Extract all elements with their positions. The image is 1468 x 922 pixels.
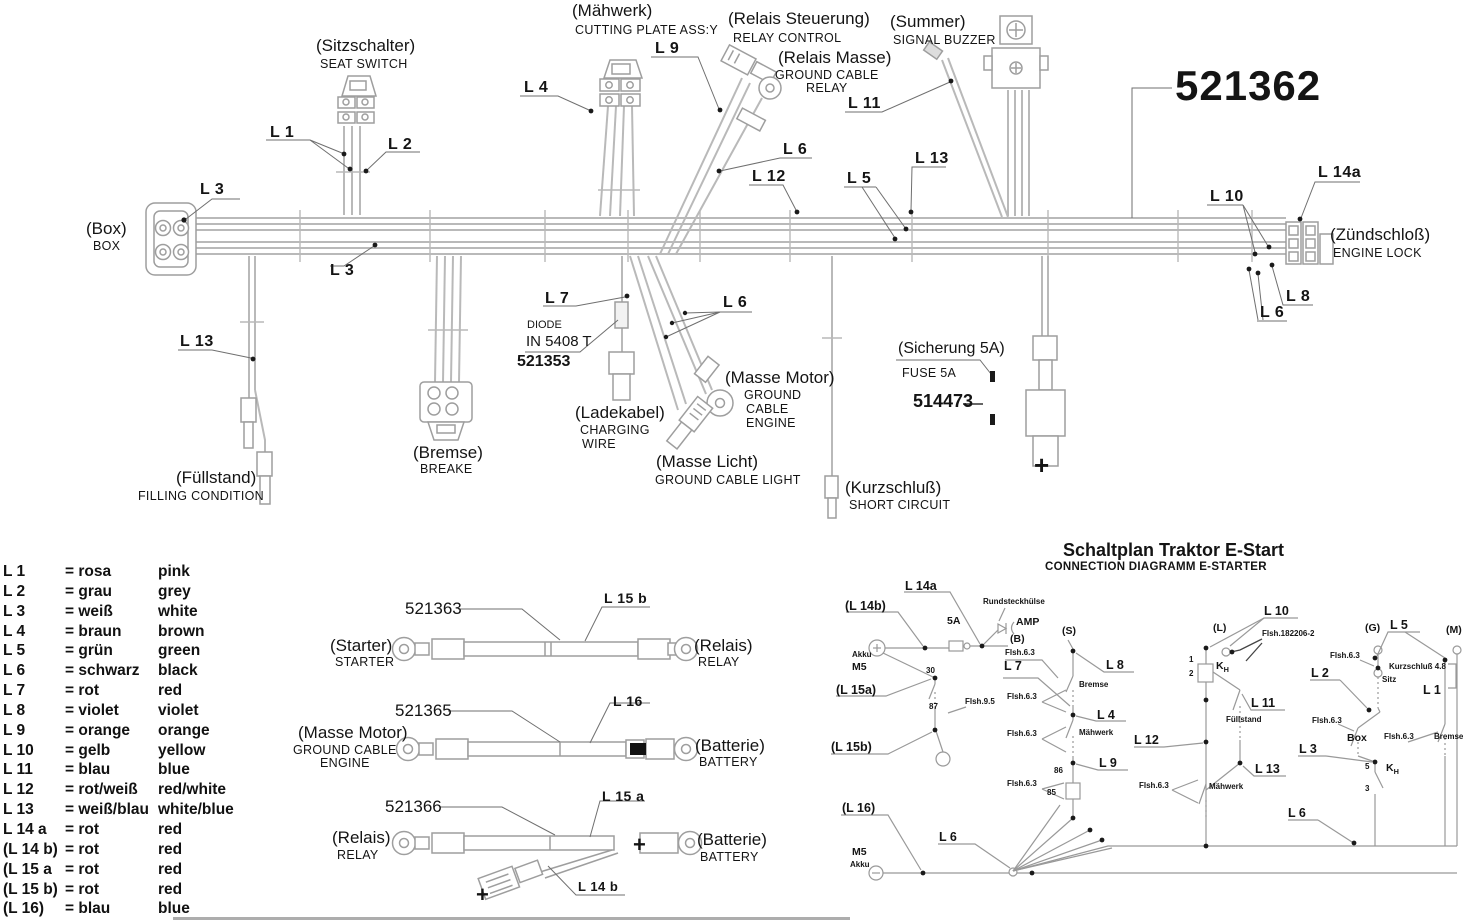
wire-color-legend [3, 562, 234, 919]
wire-callout-l7: L 7 [545, 290, 570, 307]
label-bremse-en: BREAKE [420, 462, 473, 476]
schematic-title: Schaltplan Traktor E-Start [1063, 540, 1285, 560]
label-kurzschluss-de: (Kurzschluß) [845, 478, 942, 497]
cable1-part: 521363 [405, 599, 462, 618]
s-l12: L 12 [1134, 733, 1159, 747]
legend-row: L 7 = rot red [3, 682, 183, 700]
label-masse-motor-de: (Masse Motor) [725, 368, 835, 387]
wire-callout-l6c: L 6 [723, 294, 748, 311]
label-relais-masse-en1: GROUND CABLE [775, 68, 879, 82]
label-masse-motor-en3: ENGINE [746, 416, 796, 430]
label-masse-licht-en: GROUND CABLE LIGHT [655, 473, 801, 487]
cable2-right-en: BATTERY [699, 755, 758, 769]
label-maehwerk-de: (Mähwerk) [572, 1, 653, 20]
s-l16: (L 16) [842, 801, 876, 815]
s-m5-2: M5 [852, 846, 867, 858]
s-b: (B) [1010, 633, 1025, 645]
s-30: 30 [926, 666, 935, 675]
label-diode-part: 521353 [517, 353, 571, 370]
s-flsh95: Flsh.9.5 [965, 697, 995, 706]
label-masse-motor-en2: CABLE [746, 402, 789, 416]
label-relais-steuerung-de: (Relais Steuerung) [728, 9, 870, 28]
s-l5: L 5 [1390, 618, 1408, 632]
label-fuellstand-de: (Füllstand) [176, 468, 257, 487]
s-s: (S) [1062, 625, 1076, 637]
legend-row: L 3 = weiß white [3, 602, 198, 620]
s-l7: L 7 [1004, 659, 1022, 673]
wire-callout-l6a: L 6 [783, 141, 808, 158]
wire-callout-l12: L 12 [752, 168, 786, 185]
wire-callout-l9: L 9 [655, 40, 680, 57]
cable2-left-en2: ENGINE [320, 756, 370, 770]
s-maehwerk-1: Mähwerk [1079, 728, 1114, 737]
cable3-plus-right: + [633, 832, 646, 857]
s-akku-2: Akku [850, 860, 870, 869]
s-5a: 5A [947, 615, 961, 627]
s-l14b: (L 14b) [845, 599, 886, 613]
label-ladekabel-de: (Ladekabel) [575, 403, 665, 422]
s-l2: L 2 [1311, 666, 1329, 680]
cable3-left-de: (Relais) [332, 828, 391, 847]
s-l15b: (L 15b) [831, 740, 872, 754]
s-flsh63-2: Flsh.6.3 [1007, 692, 1037, 701]
legend-row: L 4 = braun brown [3, 622, 205, 640]
s-maehwerk-2: Mähwerk [1209, 782, 1244, 791]
label-kurzschluss-en: SHORT CIRCUIT [849, 498, 951, 512]
s-bremse-1: Bremse [1079, 680, 1109, 689]
s-l6-2: L 6 [1288, 806, 1306, 820]
label-diode: DIODE [527, 319, 562, 331]
s-m5-1: M5 [852, 661, 867, 673]
cable3-left-en: RELAY [337, 848, 379, 862]
cable3-right-en: BATTERY [700, 850, 759, 864]
cable1-right-en: RELAY [698, 655, 740, 669]
s-3: 3 [1365, 784, 1370, 793]
wire-callout-l2: L 2 [388, 136, 413, 153]
wire-callout-l13b: L 13 [180, 333, 214, 350]
s-flsh63-1: Flsh.6.3 [1005, 648, 1035, 657]
label-box-en: BOX [93, 239, 121, 253]
label-zuendschloss-de: (Zündschloß) [1330, 225, 1431, 244]
wire-callout-l10: L 10 [1210, 188, 1244, 205]
label-ladekabel-en2: WIRE [582, 437, 616, 451]
legend-row: L 8 = violet violet [3, 701, 199, 719]
label-summer-en: SIGNAL BUZZER [893, 33, 996, 47]
cable3-plus-branch: + [476, 882, 489, 907]
s-fuellstand: Füllstand [1226, 715, 1262, 724]
label-ladekabel-en1: CHARGING [580, 423, 650, 437]
label-maehwerk-en: CUTTING PLATE ASS:Y [575, 23, 718, 37]
legend-row: (L 15 a = rot red [3, 860, 183, 878]
cable3-part: 521366 [385, 797, 442, 816]
label-masse-motor-en1: GROUND [744, 388, 802, 402]
legend-row: L 9 = orange orange [3, 721, 210, 739]
label-masse-licht-de: (Masse Licht) [656, 452, 759, 471]
cable3-branch-wire: L 14 b [578, 879, 619, 894]
label-relais-masse-de: (Relais Masse) [778, 48, 892, 67]
s-l1: L 1 [1423, 683, 1441, 697]
label-diode-type: IN 5408 T [526, 333, 592, 350]
s-l13: L 13 [1255, 762, 1280, 776]
s-rundsteckhuelse: Rundsteckhülse [983, 597, 1045, 606]
s-l9: L 9 [1099, 756, 1117, 770]
label-sicherung-en: FUSE 5A [902, 366, 957, 380]
label-box-de: (Box) [86, 219, 127, 238]
legend-row: L 13 = weiß/blau white/blue [3, 801, 234, 819]
cable2-left-en1: GROUND CABLE [293, 743, 397, 757]
battery-plus-sign: + [1034, 450, 1050, 480]
s-kh-1: $K_H$ [1216, 660, 1229, 675]
legend-row: (L 14 b) = rot red [3, 840, 183, 858]
wire-callout-l14a: L 14a [1318, 164, 1362, 181]
s-86: 86 [1054, 766, 1063, 775]
wire-callout-l11: L 11 [848, 95, 881, 112]
cable1-wire: L 15 b [604, 590, 648, 606]
cable3-right-de: (Batterie) [697, 830, 767, 849]
s-akku-1: Akku [852, 650, 872, 659]
label-bremse-de: (Bremse) [413, 443, 483, 462]
legend-row: (L 15 b) = rot red [3, 880, 183, 898]
legend-row: L 14 a = rot red [3, 820, 183, 838]
wire-callout-l13a: L 13 [915, 150, 949, 167]
wire-callout-l5: L 5 [847, 170, 872, 187]
s-kurzschluss48: Kurzschluß 4.8 [1389, 662, 1446, 671]
legend-row: (L 16) = blau blue [3, 900, 190, 918]
cable2-right-de: (Batterie) [695, 736, 765, 755]
s-flsh63-8: Flsh.6.3 [1384, 732, 1414, 741]
cable2-part: 521365 [395, 701, 452, 720]
schematic-subtitle: CONNECTION DIAGRAMM E-STARTER [1045, 561, 1267, 573]
s-flsh182: Flsh.182206-2 [1262, 629, 1315, 638]
s-l15a: (L 15a) [836, 683, 877, 697]
label-relais-masse-en2: RELAY [806, 81, 848, 95]
s-l6-1: L 6 [939, 830, 957, 844]
s-l11: L 11 [1251, 696, 1276, 710]
wire-callout-l8: L 8 [1286, 288, 1311, 305]
s-box: Box [1347, 732, 1367, 744]
s-flsh63-3: Flsh.6.3 [1007, 729, 1037, 738]
label-sitzschalter-de: (Sitzschalter) [316, 36, 416, 55]
label-sicherung-de: (Sicherung 5A) [898, 340, 1005, 357]
wire-callout-l3a: L 3 [200, 181, 225, 198]
legend-row: L 1 = rosa pink [3, 563, 190, 580]
s-kh-2: $K_H$ [1386, 762, 1399, 777]
cable3-wire: L 15 a [602, 788, 645, 804]
s-sitz: Sitz [1382, 675, 1397, 684]
s-bremse-2: Bremse [1434, 732, 1464, 741]
s-85: 85 [1047, 788, 1056, 797]
s-l10: L 10 [1264, 604, 1289, 618]
s-87: 87 [929, 702, 938, 711]
s-1: 1 [1189, 655, 1194, 664]
cable1-left-de: (Starter) [330, 636, 393, 655]
s-flsh63-4: Flsh.6.3 [1007, 779, 1037, 788]
label-fuellstand-en: FILLING CONDITION [138, 489, 264, 503]
s-m: (M) [1446, 624, 1462, 636]
s-flsh63-7: Flsh.6.3 [1312, 716, 1342, 725]
part-number-title: 521362 [1175, 62, 1322, 109]
label-fuse-part: 514473 [913, 391, 974, 411]
legend-row: L 10 = gelb yellow [3, 741, 206, 759]
wire-callout-l4: L 4 [524, 79, 549, 96]
cable2-left-de: (Masse Motor) [298, 723, 408, 742]
label-sitzschalter-en: SEAT SWITCH [320, 57, 408, 71]
s-l3: L 3 [1299, 742, 1317, 756]
wire-callout-l3b: L 3 [330, 262, 355, 279]
cable1-left-en: STARTER [335, 655, 395, 669]
harness-connectors-art [146, 16, 1333, 518]
legend-row: L 5 = grün green [3, 642, 201, 660]
s-l14a: L 14a [905, 579, 937, 593]
scan-line [173, 917, 850, 920]
legend-row: L 12 = rot/weiß red/white [3, 781, 227, 799]
wire-callout-l1: L 1 [270, 124, 295, 141]
legend-row: L 11 = blau blue [3, 761, 190, 779]
cable2-wire: L 16 [613, 693, 643, 709]
s-5: 5 [1365, 762, 1370, 771]
s-flsh63-6: Flsh.6.3 [1330, 651, 1360, 660]
legend-row: L 6 = schwarz black [3, 662, 198, 680]
label-zuendschloss-en: ENGINE LOCK [1333, 246, 1422, 260]
s-flsh63-5: Flsh.6.3 [1139, 781, 1169, 790]
s-g: (G) [1365, 622, 1381, 634]
cable-assemblies-art [393, 638, 702, 900]
label-summer-de: (Summer) [890, 12, 966, 31]
s-l4: L 4 [1097, 708, 1115, 722]
s-amp: AMP [1016, 616, 1040, 628]
cable1-right-de: (Relais) [694, 636, 753, 655]
s-2: 2 [1189, 669, 1194, 678]
wire-callout-l6b: L 6 [1260, 304, 1285, 321]
legend-row: L 2 = grau grey [3, 582, 191, 600]
label-relais-steuerung-en: RELAY CONTROL [733, 31, 842, 45]
s-l8: L 8 [1106, 658, 1124, 672]
s-l: (L) [1213, 622, 1227, 634]
